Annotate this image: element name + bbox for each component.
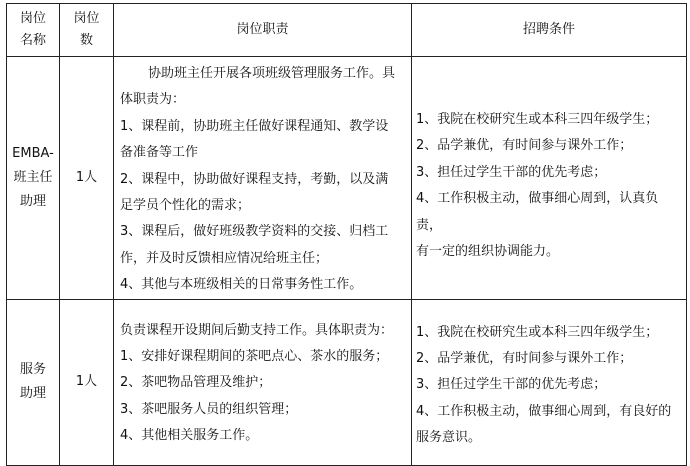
duty-line: 协助班主任开展各项班级管理服务工作。具: [148, 66, 396, 81]
duty-line: 2、课程中，协助做好课程支持，考勤，以及满: [120, 171, 389, 187]
duty-line: 1、课程前，协助班主任做好课程通知、教学设: [120, 118, 389, 134]
requirement-line: 4、工作积极主动，做事细心周到，认真负责，: [416, 191, 659, 233]
header-duties: 岗位职责: [114, 4, 412, 57]
duty-line: 1、安排好课程期间的茶吧点心、茶水的服务；: [120, 349, 389, 365]
duty-line: 3、课程后，做好班级教学资料的交接、归档工: [120, 224, 389, 240]
duty-line: 2、茶吧物品管理及维护；: [120, 375, 272, 391]
duty-line: 4、其他相关服务工作。: [120, 428, 259, 444]
recruitment-table: [6, 3, 687, 466]
header-position-name: 岗位 名称: [7, 4, 60, 57]
duties-cell: [114, 57, 412, 300]
duty-line: 负责课程开设期间后勤支持工作。具体职责为：: [120, 322, 394, 338]
duty-line: 4、其他与本班级相关的日常事务性工作。: [120, 277, 363, 293]
duties-cell: [114, 299, 412, 465]
position-name-cell: EMBA- 班主任 助理: [7, 57, 60, 300]
requirement-line: 服务意识。: [416, 430, 482, 446]
requirement-line: 1、我院在校研究生或本科三四年级学生；: [416, 112, 659, 127]
requirements-cell: [412, 57, 687, 300]
duty-line: 备准备等工作: [120, 145, 199, 161]
requirement-line: 3、担任过学生干部的优先考虑；: [416, 377, 607, 393]
duty-line: 作，并及时反馈相应情况给班主任；: [120, 250, 329, 266]
duty-line: 足学员个性化的需求；: [120, 198, 251, 214]
requirement-line: 3、担任过学生干部的优先考虑；: [416, 164, 607, 180]
requirement-line: 有一定的组织协调能力。: [416, 244, 560, 260]
header-position-count: 岗位 数: [60, 4, 114, 57]
header-requirements: 招聘条件: [412, 4, 687, 57]
position-name-cell: 服务 助理: [7, 299, 60, 465]
requirements-cell: [412, 299, 687, 465]
duty-line: 体职责为：: [120, 92, 186, 108]
position-count-cell: 1人: [60, 57, 114, 300]
header-row: [7, 4, 687, 57]
requirement-line: 4、工作积极主动，做事细心周到，有良好的: [416, 403, 672, 419]
position-count-cell: 1人: [60, 299, 114, 465]
requirement-line: 1、我院在校研究生或本科三四年级学生；: [416, 324, 659, 340]
requirement-line: 2、品学兼优，有时间参与课外工作；: [416, 138, 633, 154]
table-row: [7, 57, 687, 300]
requirement-line: 2、品学兼优，有时间参与课外工作；: [416, 351, 633, 367]
duty-line: 3、茶吧服务人员的组织管理；: [120, 401, 298, 417]
table-row: [7, 299, 687, 465]
